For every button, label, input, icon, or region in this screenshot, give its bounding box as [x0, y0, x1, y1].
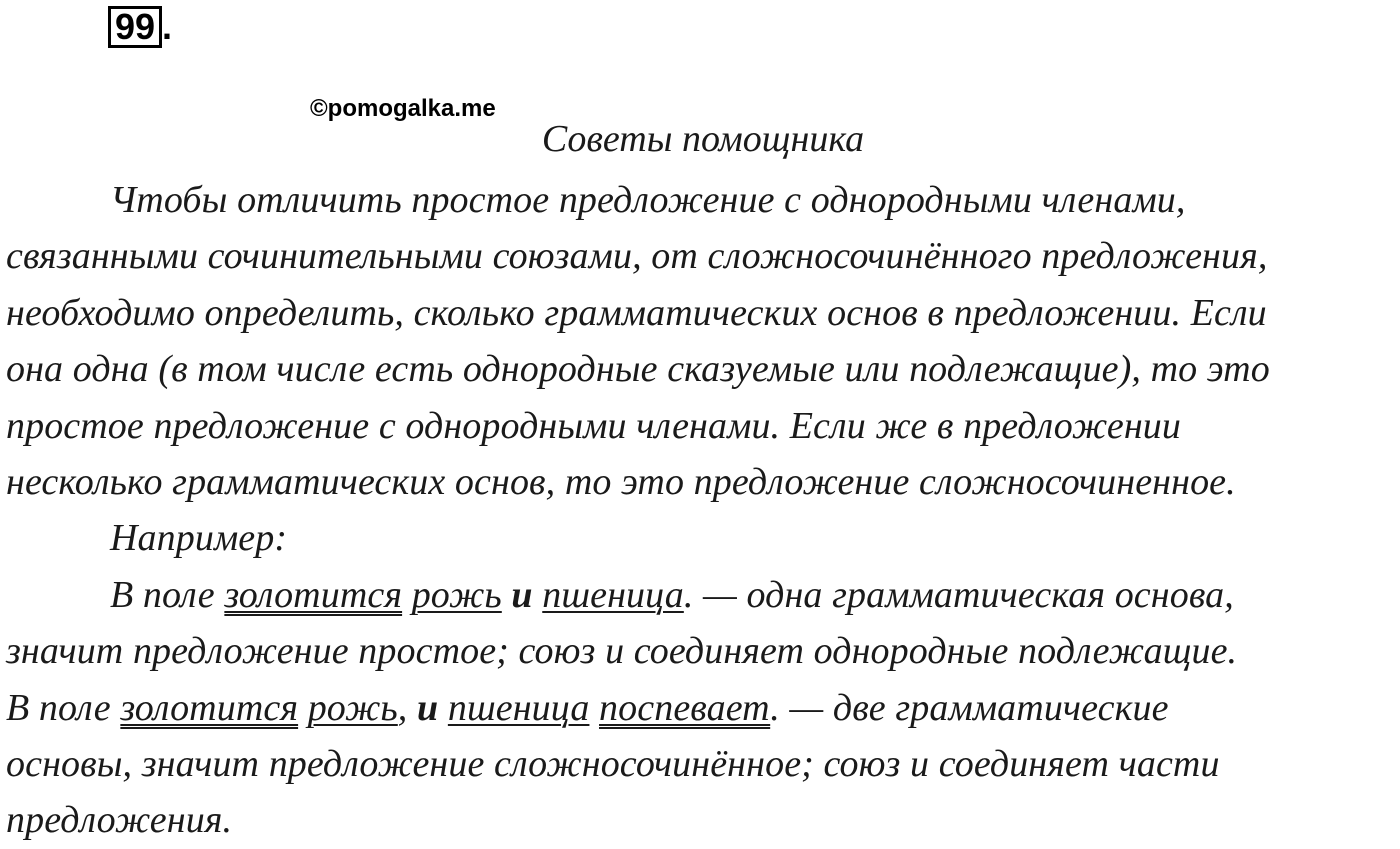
predicate-word: поспевает: [599, 686, 771, 729]
example2-line2: основы, значит предложение сложносочинённое; союз и соединяет части: [6, 742, 1220, 785]
comma: ,: [397, 686, 408, 729]
conjunction-word: и: [417, 686, 439, 729]
example2-line3: предложения.: [6, 799, 233, 842]
rule-line: необходимо определить, сколько грамматических основ в предложении. Если: [6, 291, 1267, 334]
example1-line2: значит предложение простое; союз и соединяет однородные подлежащие.: [6, 630, 1238, 673]
section-title: Советы помощника: [541, 118, 865, 160]
conjunction-word: и: [511, 573, 533, 616]
example-explanation: . — две грамматические: [770, 686, 1169, 729]
exercise-number-box: 99: [108, 6, 162, 48]
exercise-number: [108, 6, 172, 48]
predicate-word: золотится: [120, 686, 299, 729]
rule-line: несколько грамматических основ, то это предложение сложносочиненное.: [6, 460, 1236, 503]
rule-line: связанными сочинительными союзами, от сложносочинённого предложения,: [6, 235, 1268, 278]
rule-line: она одна (в том числе есть однородные сказуемые или подлежащие), то это: [6, 348, 1270, 391]
rule-text: [6, 172, 1400, 849]
subject-word: рожь: [307, 686, 398, 729]
watermark: ©pomogalka.me: [310, 95, 496, 122]
exercise-number-dot: .: [162, 6, 173, 47]
rule-line: простое предложение с однородными членами. Если же в предложении: [6, 404, 1181, 447]
example-explanation: . — одна грамматическая основа,: [683, 573, 1234, 616]
example2-line1: [6, 680, 1400, 736]
rule-line: Чтобы отличить простое предложение с однородными членами,: [110, 179, 1186, 221]
predicate-word: золотится: [224, 573, 403, 616]
subject-word: рожь: [411, 573, 502, 616]
word: В поле: [110, 573, 215, 616]
example1-line1: [6, 567, 1400, 623]
subject-word: пшеница: [447, 686, 590, 729]
example-label: Например:: [110, 517, 288, 560]
subject-word: пшеница: [542, 573, 684, 616]
word: В поле: [6, 686, 111, 729]
